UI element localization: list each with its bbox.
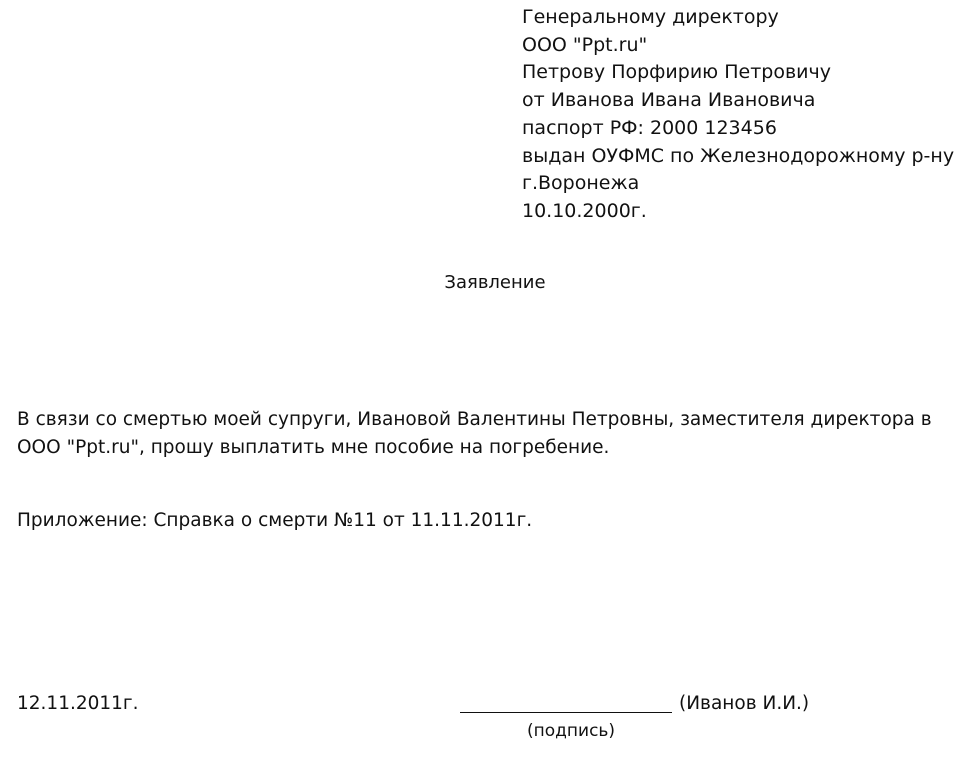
signature-caption: (подпись) — [527, 721, 616, 741]
addressee-block — [522, 4, 955, 226]
passport-issue-date: 10.10.2000г. — [522, 199, 647, 222]
signature-line — [460, 712, 672, 713]
signature-name: (Иванов И.И.) — [679, 693, 810, 714]
document-title: Заявление — [444, 272, 546, 293]
passport-issuer: выдан ОУФМС по Железнодорожному р-ну — [522, 144, 955, 167]
application-body: В связи со смертью моей супруги, Ивановой Валентины Петровны, заместителя директора в ООО "Ppt.ru", прошу выплатить мне пособие на погребение. — [17, 409, 932, 458]
applicant-passport: паспорт РФ: 2000 123456 — [522, 116, 777, 139]
addressee-position: Генеральному директору — [522, 6, 779, 28]
applicant-name: от Иванова Ивана Ивановича — [522, 89, 816, 112]
addressee-company: ООО "Ppt.ru" — [522, 33, 648, 56]
application-date: 12.11.2011г. — [17, 693, 139, 714]
addressee-name: Петрову Порфирию Петровичу — [522, 61, 831, 84]
attachment-note: Приложение: Справка о смерти №11 от 11.11.2011г. — [17, 510, 533, 531]
passport-issuer-city: г.Воронежа — [522, 172, 640, 195]
